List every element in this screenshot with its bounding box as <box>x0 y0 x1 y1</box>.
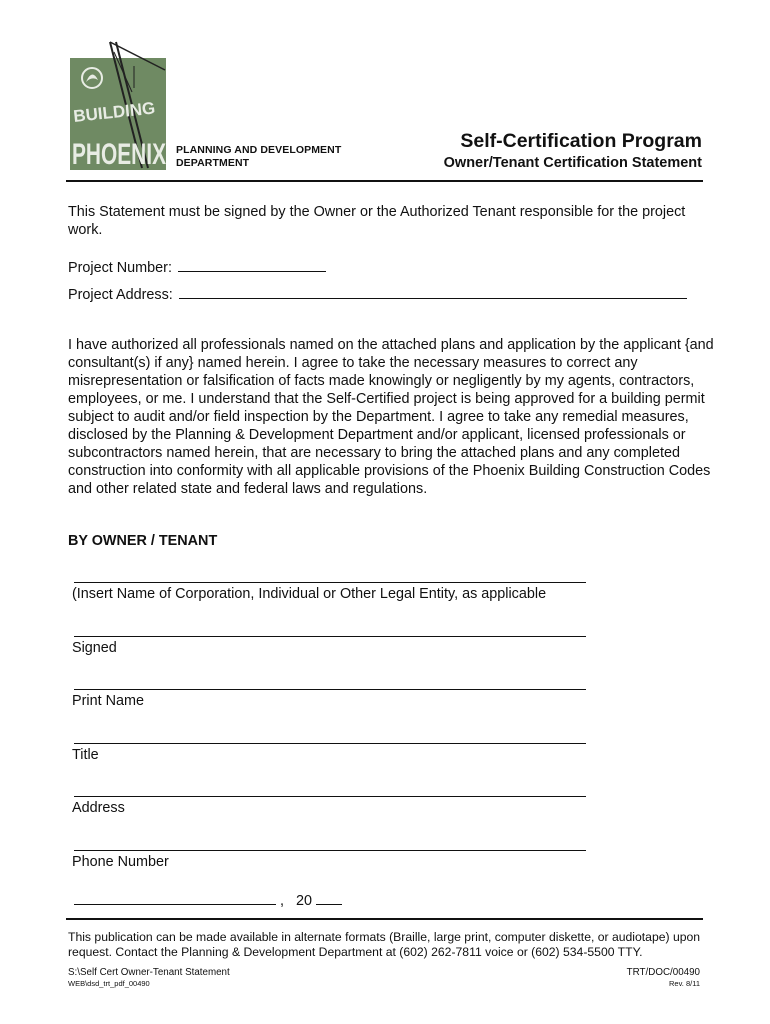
entity-name-label: (Insert Name of Corporation, Individual or Other Legal Entity, as applicable <box>72 586 547 602</box>
file-path: S:\Self Cert Owner-Tenant Statement <box>68 967 230 978</box>
signature-heading: BY OWNER / TENANT <box>68 533 218 549</box>
project-number-label: Project Number: <box>68 260 172 276</box>
department-line-1: PLANNING AND DEVELOPMENT <box>176 144 342 156</box>
header-divider <box>66 180 703 182</box>
revision-date: Rev. 8/11 <box>669 979 700 988</box>
date-day-field[interactable] <box>74 890 276 905</box>
project-number-field[interactable] <box>178 257 326 272</box>
department-name <box>176 144 341 170</box>
project-number-row <box>68 257 326 277</box>
footer-left <box>68 967 230 989</box>
print-name-label: Print Name <box>72 693 144 709</box>
certification-paragraph: I have authorized all professionals named on the attached plans and application by the applicant {and consultant(s) if any} named herein. I agree to take the necessary measures to correct any misrepresentation or falsification of facts made knowingly or negligently by my agents, contractors, employees, or me. I understand that the Self-Certified project is being approved for a building permit subject to audit and/or field inspection by the Department. I agree to take any remedial measures, disclosed by the Planning & Development Department and/or applicant, licensed professionals or subcontractors named herein, that are necessary to bring the attached plans and any completed construction into conformity with all applicable provisions of the Phoenix Building Construction Codes and other related state and federal laws and regulations. <box>68 337 714 497</box>
date-year-field[interactable] <box>316 890 342 905</box>
signed-label: Signed <box>72 640 117 656</box>
title-line[interactable] <box>74 743 586 744</box>
project-address-label: Project Address: <box>68 287 173 303</box>
signature-line[interactable] <box>74 636 586 637</box>
phone-number-line[interactable] <box>74 850 586 851</box>
document-code: TRT/DOC/00490 <box>626 967 700 978</box>
intro-paragraph: This Statement must be signed by the Owner or the Authorized Tenant responsible for the project work. <box>68 204 686 238</box>
logo-text-building: BUILDING <box>72 98 157 126</box>
logo-text-phoenix: PHOENIX <box>72 138 166 170</box>
entity-name-line[interactable] <box>74 582 586 583</box>
document-subtitle: Owner/Tenant Certification Statement <box>443 155 702 171</box>
phone-number-label: Phone Number <box>72 854 169 870</box>
address-line[interactable] <box>74 796 586 797</box>
date-separator: , <box>280 893 284 909</box>
department-line-2: DEPARTMENT <box>176 157 250 169</box>
project-address-field[interactable] <box>179 284 687 299</box>
document-title: Self-Certification Program <box>460 130 702 152</box>
building-phoenix-logo <box>70 40 170 170</box>
accessibility-notice: This publication can be made available in alternate formats (Braille, large print, computer diskette, or audiotape) upon request. Contact the Planning & Development Department at (602) 262-7811 voice or (602) 534-5500 TTY. <box>68 930 701 959</box>
print-name-line[interactable] <box>74 689 586 690</box>
date-row <box>74 890 342 909</box>
address-label: Address <box>72 800 125 816</box>
footer-right <box>627 967 700 989</box>
footer-divider <box>66 918 703 920</box>
project-address-row <box>68 284 687 304</box>
web-path: WEB\dsd_trt_pdf_00490 <box>68 979 150 988</box>
date-year-prefix: 20 <box>296 893 313 909</box>
title-label: Title <box>72 747 99 763</box>
